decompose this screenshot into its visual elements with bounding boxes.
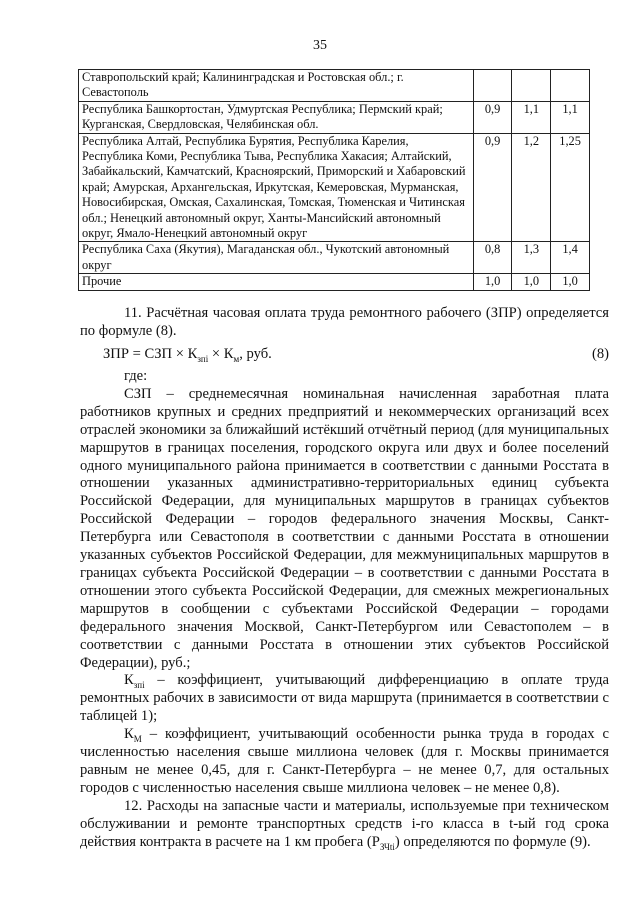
kzp-definition [80,672,609,726]
table-cell-coef-1: 0,9 [473,133,512,242]
table-cell-region: Республика Саха (Якутия), Магаданская обл., Чукотский автономный округ [79,242,474,274]
table-row [79,70,590,102]
paragraph-11: 11. Расчётная часовая оплата труда ремонтного рабочего (ЗПР) определяется по формуле (8). [80,305,609,339]
formula-8-part-c: , руб. [239,346,272,362]
paragraph-12 [80,798,609,852]
table-cell-coef-3: 1,1 [551,101,590,133]
paragraph-11-block [80,305,609,341]
table-cell-coef-3: 1,25 [551,133,590,242]
kzp-text: – коэффициент, учитывающий дифференциацию в оплате труда ремонтных рабочих в зависимости от вида маршрута (принимается в соответствии с таблицей 1); [80,672,609,725]
table-cell-coef-2: 1,0 [512,274,551,290]
definitions-block [80,368,609,851]
kzp-subscript: зпi [133,680,145,691]
formula-8 [103,345,609,363]
table-cell-region: Республика Алтай, Республика Бурятия, Республика Карелия, Республика Коми, Республика Тыва, Республика Хакасия; Алтайский, Забайкальский, Камчатский, Красноярский, Приморский и Хабаровский край; Амурская, Архангельская, Иркутская, Кемеровская, Мурманская, Новосибирская, Омская, Сахалинская, Томская, Тюменская и Читинская обл.; Ненецкий автономный округ, Ханты-Мансийский автономный округ, Ямало-Ненецкий автономный округ [79,133,474,242]
paragraph-12-text: 12. Расходы на запасные части и материалы, используемые при техническом обслуживании и ремонте транспортных средств i-го класса в t-ый год срока действия контракта в расчете на 1 км пробега (Р [80,797,609,850]
table-row [79,242,590,274]
szp-definition: СЗП – среднемесячная номинальная начисленная заработная плата работников крупных и средних предприятий и некоммерческих организаций всех отраслей экономики за ближайший истёкший отчётный период (для муниципальных маршрутов в границах поселения, городского округа или двух и более поселений одного муниципального района принимается в соответствии с данными Росстата в отношении указанных административно-территориальных единиц субъекта Российской Федерации, для муниципальных маршрутов в границах субъектов Российской Федерации – городов федерального значения Москвы, Санкт-Петербурга или Севастополя в соответствии с данными Росстата в отношении указанных субъектов Российской Федерации, для межмуниципальных маршрутов в границах субъекта Российской Федерации – в соответствии с данными Росстата в отношении этого субъекта Российской Федерации, для смежных межрегиональных маршрутов в сообщении с субъектами Российской Федерации – городами федерального значения Москвой, Санкт-Петербургом или Севастополем – в соответствии с данными Росстата в отношении этих субъектов Российской Федерации), руб.; [80,385,609,671]
table-cell-coef-1 [473,70,512,102]
km-subscript: М [133,734,142,745]
paragraph-12-subscript: ЗЧti [379,841,395,852]
table-row [79,101,590,133]
table-cell-region: Прочие [79,274,474,290]
table-cell-coef-3: 1,0 [551,274,590,290]
formula-8-sub-b: м [233,353,240,364]
paragraph-12-tail: ) определяются по формуле (9). [394,833,591,850]
km-definition [80,726,609,798]
coefficient-table [78,69,590,291]
table-cell-coef-2: 1,3 [512,242,551,274]
table-cell-coef-1: 0,9 [473,101,512,133]
formula-8-part-a: ЗПР = СЗП × К [103,346,198,362]
table-cell-coef-2: 1,1 [512,101,551,133]
table-cell-coef-1: 0,8 [473,242,512,274]
formula-8-part-b: × К [208,346,234,362]
where-label: где: [124,368,148,384]
page-number: 35 [313,38,327,53]
table-cell-coef-2: 1,2 [512,133,551,242]
formula-8-number: (8) [591,346,609,362]
table-row [79,133,590,242]
table-row [79,274,590,290]
table-cell-coef-3 [551,70,590,102]
table-cell-region: Ставропольский край; Калининградская и Ростовская обл.; г. Севастополь [79,70,474,102]
kzp-symbol: К [124,672,134,689]
km-symbol: К [124,726,134,743]
table-cell-region: Республика Башкортостан, Удмуртская Республика; Пермский край; Курганская, Свердловская, Челябинская обл. [79,101,474,133]
formula-8-sub-a: зпi [197,353,209,364]
table-cell-coef-3: 1,4 [551,242,590,274]
table-cell-coef-1: 1,0 [473,274,512,290]
km-text: – коэффициент, учитывающий особенности рынка труда в городах с численностью населения свыше миллиона человек (для г. Москвы принимается равным не менее 0,45, для г. Санкт-Петербурга – не менее 0,7, для остальных городов с численностью населения свыше миллиона человек – не менее 0,8). [80,726,609,796]
table-cell-coef-2 [512,70,551,102]
